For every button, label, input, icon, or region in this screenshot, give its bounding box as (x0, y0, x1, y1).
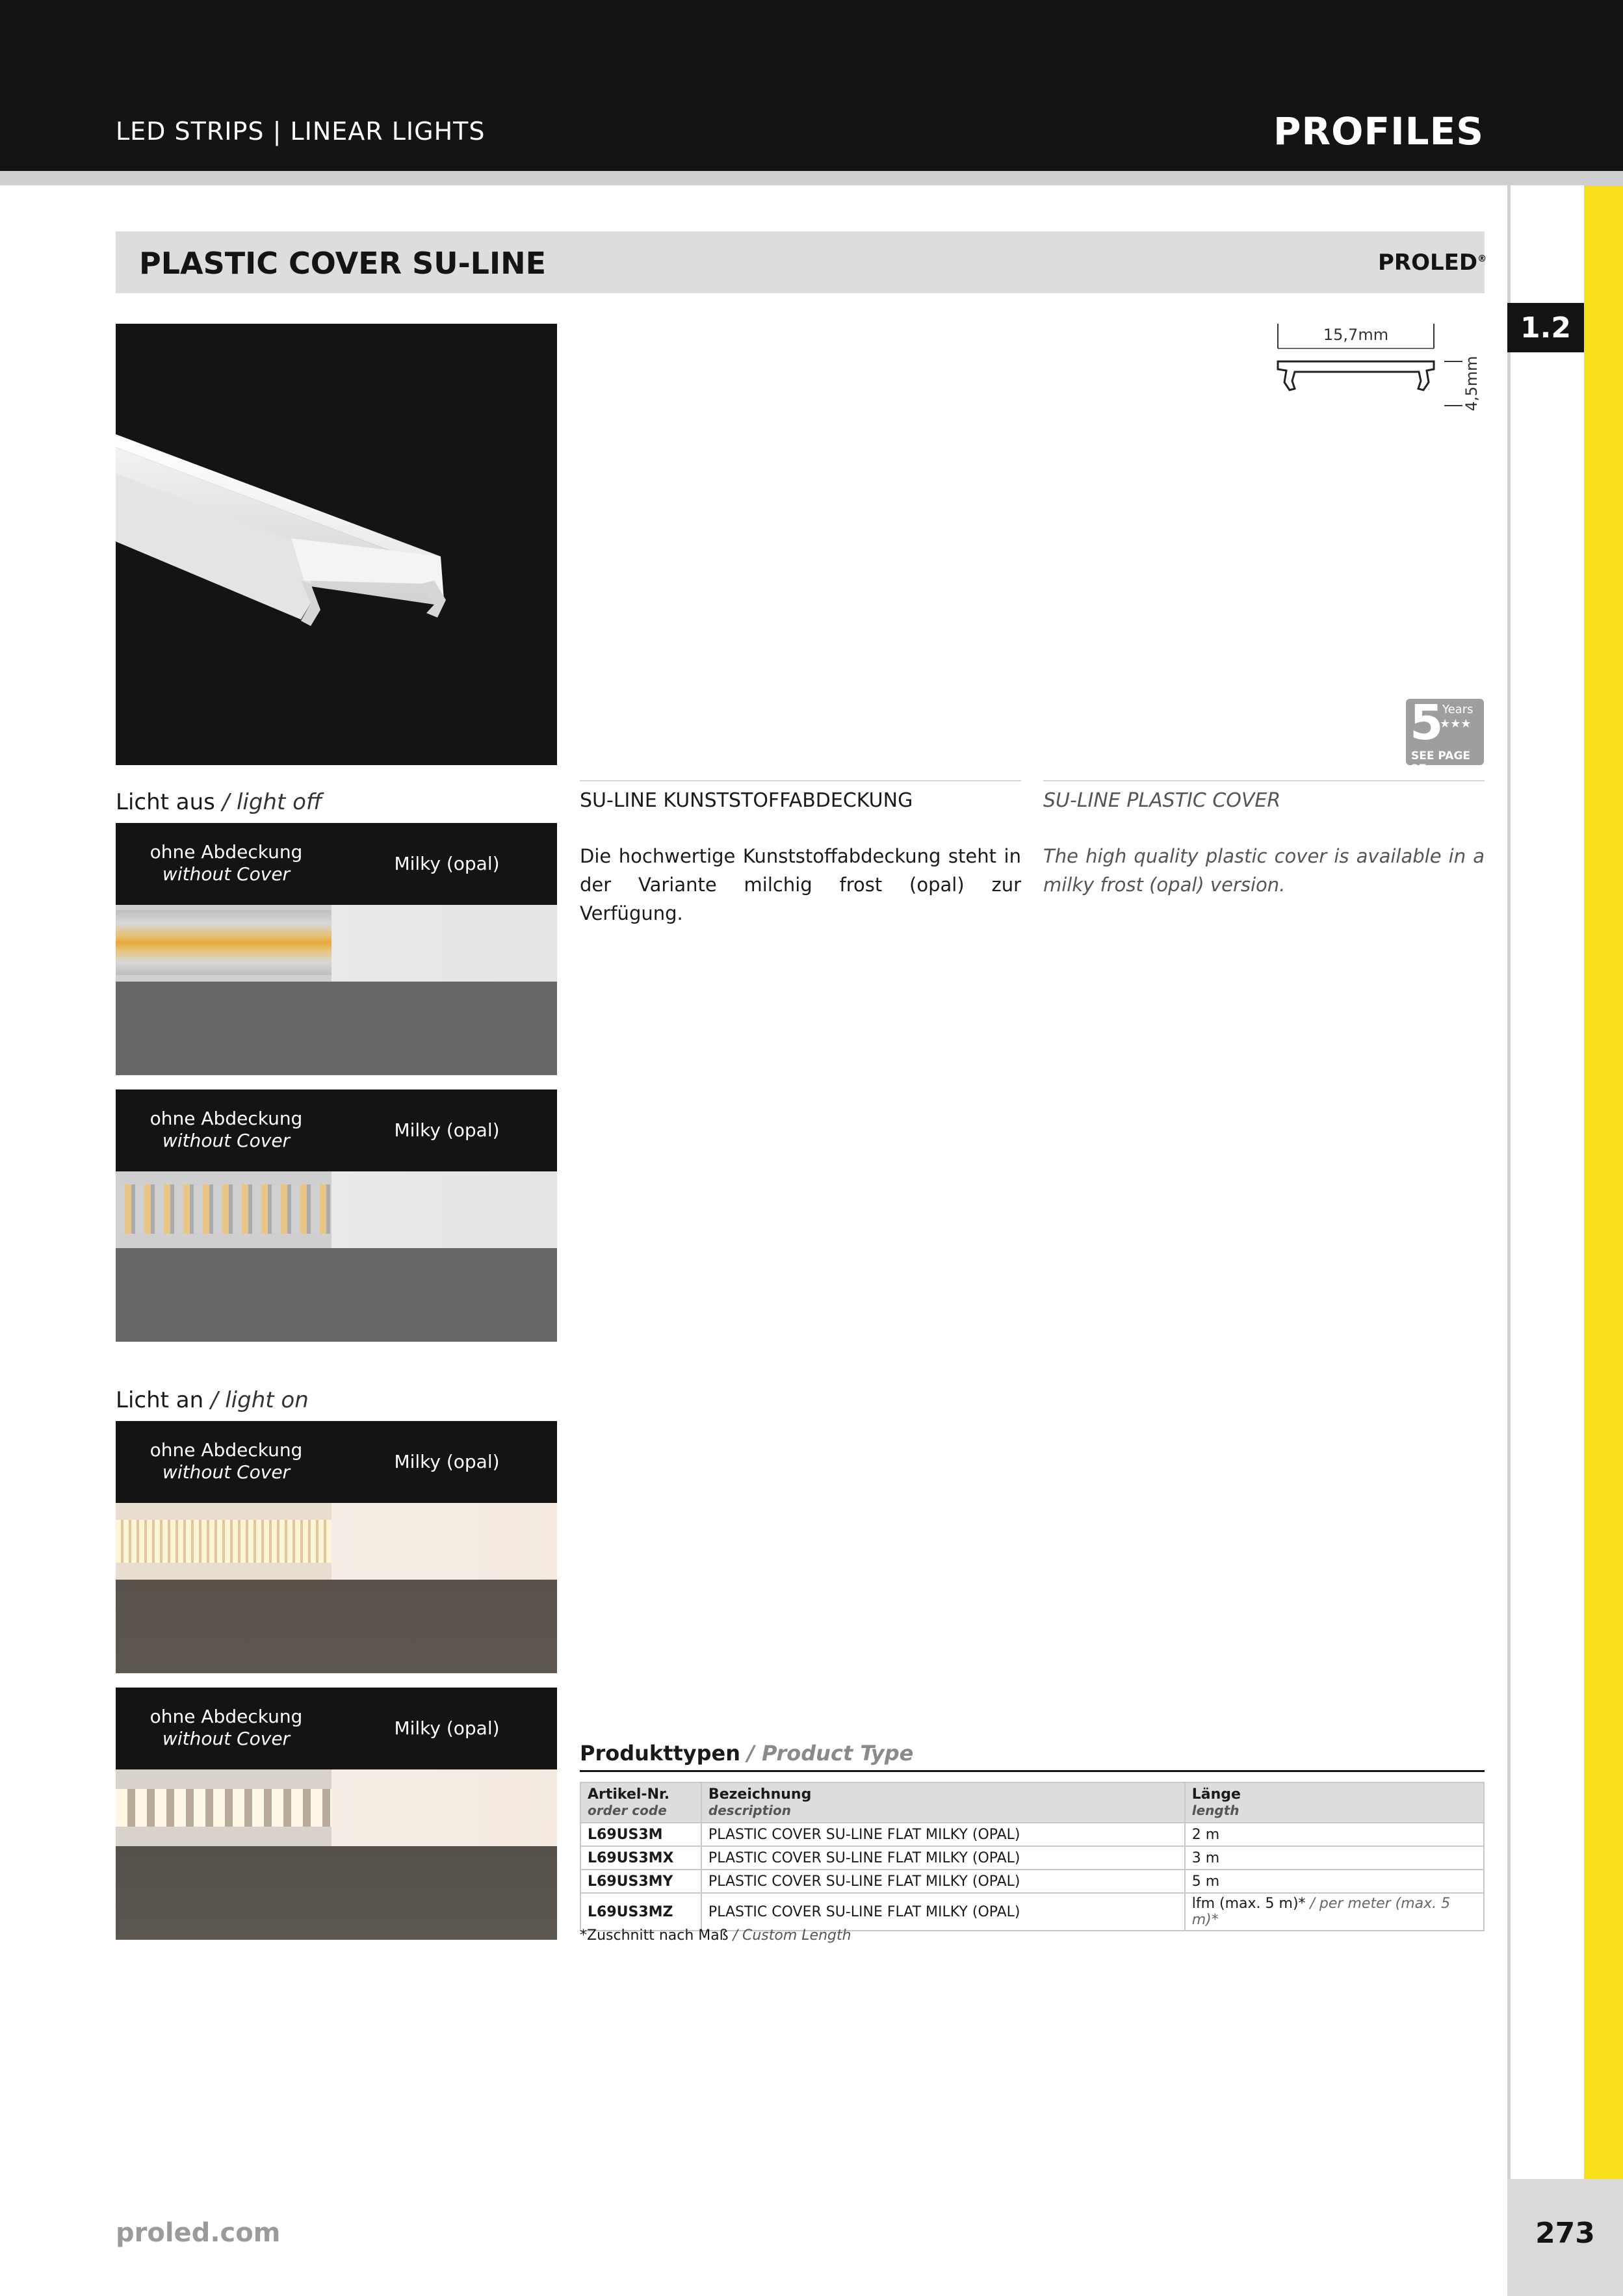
page-title: PLASTIC COVER SU-LINE (139, 246, 547, 281)
warranty-badge[interactable] (1406, 695, 1484, 776)
divider-de (580, 780, 1021, 781)
length-cell: 3 m (1185, 1846, 1484, 1870)
width-dimension-label: 15,7mm (1323, 326, 1389, 344)
order-code-cell: L69US3M (580, 1823, 701, 1846)
product-types-rule (580, 1770, 1485, 1772)
rail-divider (1507, 185, 1511, 2179)
order-code-cell: L69US3MX (580, 1846, 701, 1870)
table-row[interactable] (580, 1870, 1484, 1893)
table-header-row (580, 1782, 1484, 1823)
sample-light-off-2: ohne Abdeckung without Cover Milky (opal) (116, 1089, 557, 1342)
product-types-title: Produkttypen / Product Type (580, 1741, 914, 1766)
table-row[interactable] (580, 1846, 1484, 1870)
description-cell: PLASTIC COVER SU-LINE FLAT MILKY (OPAL) (701, 1846, 1185, 1870)
category-title: LED STRIPS | LINEAR LIGHTS (116, 117, 486, 146)
description-heading-en: SU-LINE PLASTIC COVER (1043, 789, 1281, 812)
description-text-de: Die hochwertige Kunststoffabdeckung steht in der Variante milchig frost (opal) zur Verfügung. (580, 845, 1021, 924)
description-cell: PLASTIC COVER SU-LINE FLAT MILKY (OPAL) (701, 1823, 1185, 1846)
sample-light-on-1: ohne Abdeckung without Cover Milky (opal) (116, 1421, 557, 1673)
section-title: PROFILES (1273, 109, 1484, 153)
footer-url[interactable]: proled.com (116, 2218, 281, 2248)
warranty-see-page: SEE PAGE 37 (1411, 750, 1471, 776)
table-row[interactable] (580, 1893, 1484, 1931)
table-row[interactable] (580, 1823, 1484, 1846)
light-on-caption: Licht an / light on (116, 1387, 309, 1413)
column-header-description: Bezeichnung description (701, 1782, 1185, 1823)
description-text-en: The high quality plastic cover is available in a milky frost (opal) version. (1043, 845, 1485, 896)
length-cell: lfm (max. 5 m)* / per meter (max. 5 m)* (1185, 1893, 1484, 1931)
brand-logo: PROLED® (1378, 250, 1487, 276)
product-table (580, 1782, 1485, 1931)
header-divider (0, 171, 1623, 185)
length-cell: 2 m (1185, 1823, 1484, 1846)
page-number: 273 (1535, 2217, 1595, 2250)
product-photo (116, 324, 557, 765)
column-header-order-code: Artikel-Nr. order code (580, 1782, 701, 1823)
star-icon: ★★★ (1440, 717, 1472, 731)
order-code-cell: L69US3MY (580, 1870, 701, 1893)
length-cell: 5 m (1185, 1870, 1484, 1893)
warranty-years-label: Years (1442, 703, 1474, 716)
description-cell: PLASTIC COVER SU-LINE FLAT MILKY (OPAL) (701, 1893, 1185, 1931)
description-cell: PLASTIC COVER SU-LINE FLAT MILKY (OPAL) (701, 1870, 1185, 1893)
height-dimension-label: 4,5mm (1462, 356, 1481, 411)
sample-light-off-1: ohne Abdeckung without Cover Milky (opal) (116, 823, 557, 1075)
profile-dimension-drawing (1267, 317, 1482, 415)
description-heading-de: SU-LINE KUNSTSTOFFABDECKUNG (580, 789, 913, 812)
column-header-length: Länge length (1185, 1782, 1484, 1823)
rail-accent (1584, 185, 1623, 2179)
sample-light-on-2: ohne Abdeckung without Cover Milky (opal) (116, 1688, 557, 1940)
warranty-years-number: 5 (1410, 695, 1444, 751)
divider-en (1043, 780, 1485, 781)
light-off-caption: Licht aus / light off (116, 789, 322, 815)
order-code-cell: L69US3MZ (580, 1893, 701, 1931)
section-tab[interactable]: 1.2 (1507, 303, 1584, 352)
table-footnote: *Zuschnitt nach Maß / Custom Length (580, 1927, 851, 1944)
